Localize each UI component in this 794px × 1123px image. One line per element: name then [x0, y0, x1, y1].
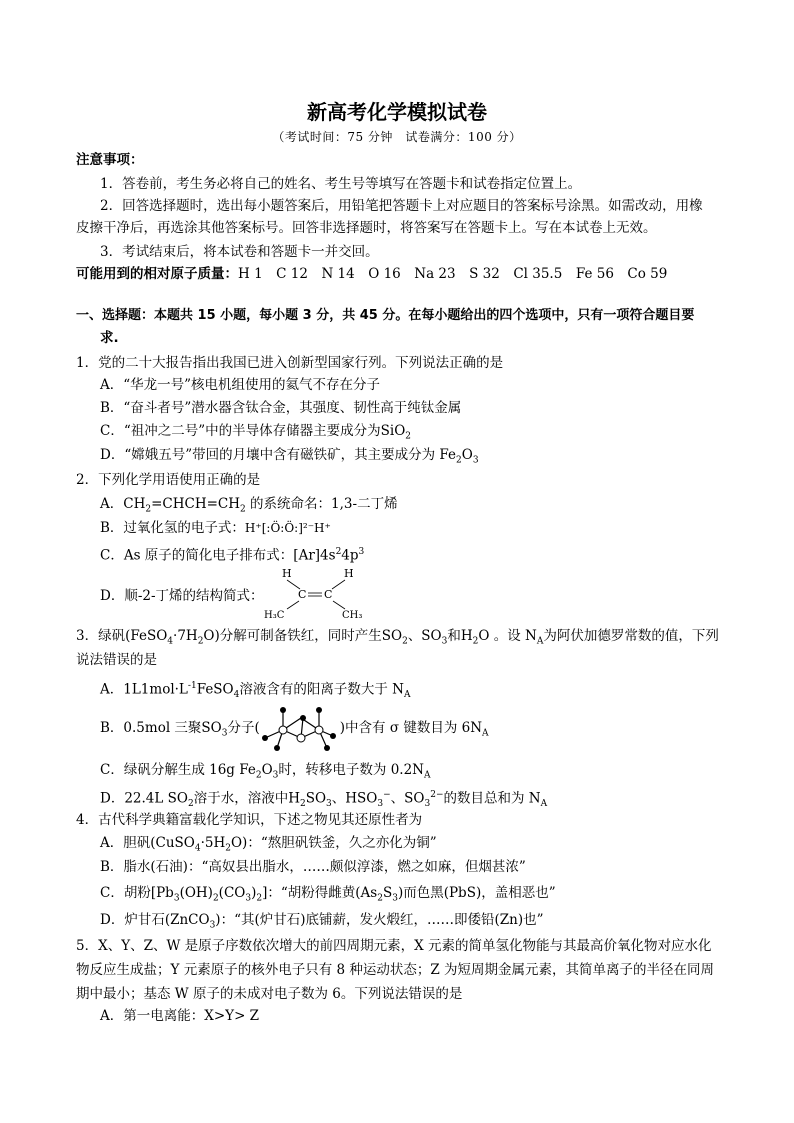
q3-d-sub1: 2 — [187, 799, 194, 810]
q3-d-sub5: 3 — [424, 799, 431, 810]
q3-s-post: O 。设 N — [478, 628, 537, 644]
q3-c-subA: A — [423, 770, 431, 781]
notice-heading: 注意事项： — [76, 152, 144, 168]
section1-line2: 求. — [100, 330, 119, 346]
q3-s-mid2: O)分解可制备铁红，同时产生SO — [203, 628, 403, 644]
q3-a-post: 溶液含有的阳离子数大于 N — [239, 681, 404, 698]
q2-option-b — [100, 518, 750, 538]
q1-d-sub2: 3 — [472, 455, 479, 466]
q3-option-b — [100, 718, 750, 744]
q3-d-pre: D．22.4L SO — [100, 790, 188, 807]
q3-a-subA: A — [403, 690, 411, 701]
q3-a-sub: 4 — [233, 690, 240, 701]
q1-option-c — [100, 421, 750, 447]
q3-s-pre: 3．绿矾(FeSO — [76, 628, 168, 644]
struct-c1: C — [298, 588, 307, 601]
notice-item-2b: 皮擦干净后，再选涂其他答案标号。回答非选择题时，将答案写在答题卡上。写在本试卷上无效。 — [76, 220, 657, 236]
q3-d-sup4: − — [383, 790, 391, 800]
q3-stem-1 — [76, 626, 726, 652]
q2-stem: 2．下列化学用语使用正确的是 — [76, 472, 261, 488]
q4-a-sub1: 4 — [194, 843, 201, 854]
q1-stem: 1．党的二十大报告指出我国已进入创新型国家行列。下列说法正确的是 — [76, 355, 504, 371]
section1-line1: 一、选择题：本题共 15 小题，每小题 3 分，共 45 分。在每小题给出的四个选项中，只有一项符合题目要 — [76, 308, 695, 323]
q3-option-c — [100, 760, 750, 786]
q3-d-mid4: 、SO — [390, 790, 425, 807]
q4-option-a — [100, 833, 750, 859]
q3-d-sub4: 3 — [377, 799, 384, 810]
q3-c-post: 时，转移电子数为 0.2N — [278, 762, 424, 778]
q1-c-sub: 2 — [405, 431, 411, 442]
q3-b-post: )中含有 σ 键数目为 6N — [339, 720, 483, 736]
q3-s-sub2: 2 — [197, 636, 204, 647]
q4-d-sub: 3 — [209, 920, 216, 931]
q1-option-a: A．“华龙一号”核电机组使用的氦气不存在分子 — [100, 377, 381, 393]
q1-d-mid: O — [461, 447, 473, 463]
q3-s-mid3: 、SO — [407, 628, 442, 644]
q3-s-subA: A — [536, 636, 544, 647]
q3-d-mid1: 溶于水，溶液中H — [193, 790, 300, 807]
q4-c-mid5: S — [382, 885, 393, 901]
q3-d-sup5: 2− — [430, 790, 444, 800]
notice-item-2a: 2．回答选择题时，选出每小题答案后，用铅笔把答题卡上对应题目的答案标号涂黑。如需改动，用橡 — [100, 198, 703, 214]
q3-s-end: 为阿伏加德罗常数的值，下列 — [543, 628, 719, 644]
q2-a-sub1: 2 — [145, 504, 152, 515]
struct-h1: H — [282, 567, 292, 580]
q3-b-pre: B．0.5mol 三聚SO — [100, 720, 222, 736]
q3-c-sub1: 2 — [255, 770, 262, 781]
q4-c-pre: C．胡粉[Pb — [100, 885, 174, 901]
struct-h2: H — [344, 567, 354, 580]
q2-c-mid: 4p — [341, 547, 359, 564]
q3-c-pre: C．绿矾分解生成 16g Fe — [100, 762, 256, 778]
q3-a-mid: FeSO — [196, 681, 234, 698]
notice-item-1: 1．答卷前，考生务必将自己的姓名、考生号等填写在答题卡和试卷指定位置上。 — [100, 176, 582, 192]
q1-c-text: C．“祖冲之二号”中的半导体存储器主要成分为SiO — [100, 423, 406, 439]
page-title: 新高考化学模拟试卷 — [307, 100, 487, 124]
q3-s-sub4: 3 — [441, 636, 448, 647]
q3-a-sup: -1 — [187, 681, 197, 691]
q3-s-sub1: 4 — [167, 636, 174, 647]
q4-stem: 4．古代科学典籍富载化学知识，下述之物见其还原性者为 — [76, 812, 423, 828]
q2-b-text: B．过氧化氢的电子式： — [100, 520, 245, 536]
q4-option-d — [100, 910, 750, 936]
q4-a-post: O)：“熬胆矾铁釜，久之亦化为铜” — [230, 835, 437, 851]
q5-line-3: 期中最小；基态 W 原子的未成对电子数为 6。下列说法错误的是 — [76, 986, 463, 1002]
q4-d-post: )：“其(炉甘石)底铺薪，发火煅红，……即倭铅(Zn)也” — [215, 912, 544, 928]
atomic-mass-line — [76, 264, 726, 284]
q3-option-a — [100, 676, 750, 705]
cis-2-butene-structure — [262, 565, 372, 621]
notice-item-3: 3．考试结束后，将本试卷和答题卡一并交回。 — [100, 244, 379, 260]
q3-d-post: 的数目总和为 N — [443, 790, 541, 807]
q3-s-mid4: 和H — [447, 628, 473, 644]
q2-option-c — [100, 542, 750, 566]
q4-c-mid3: ) — [251, 885, 257, 901]
q4-c-sub4: 2 — [256, 893, 263, 904]
q5-option-a: A．第一电离能：X>Y> Z — [100, 1008, 260, 1024]
q1-option-d — [100, 445, 750, 471]
q2-option-a — [100, 494, 750, 520]
q4-c-mid2: (CO — [218, 885, 246, 901]
q3-d-subA: A — [540, 799, 548, 810]
so3-trimer-structure — [257, 700, 341, 754]
q3-stem-2: 说法错误的是 — [76, 652, 157, 668]
q1-option-b: B．“奋斗者号”潜水器含钛合金，其强度、韧性高于纯钛金属 — [100, 400, 462, 416]
q4-c-sub5: 2 — [377, 893, 383, 904]
q4-c-sub6: 3 — [392, 893, 398, 904]
q4-a-mid: ·5H — [200, 835, 226, 851]
atomic-mass-label: 可能用到的相对原子质量： — [76, 266, 238, 282]
q3-d-sub3: 3 — [326, 799, 332, 810]
q4-c-post: )而色黑(PbS)，盖相恶也” — [397, 885, 556, 901]
q3-d-mid3: 、HSO — [331, 790, 378, 807]
q5-line-1: 5．X、Y、Z、W 是原子序数依次增大的前四周期元素，X 元素的简单氢化物能与其最高价氧化物对应水化 — [76, 938, 712, 954]
q4-c-mid4: ]：“胡粉得雌黄(As — [262, 885, 378, 901]
q2-c-sup1: 2 — [335, 547, 342, 557]
q4-c-sub2: 2 — [212, 893, 219, 904]
q1-d-sub1: 2 — [456, 455, 462, 466]
q2-c-pre: C．As 原子的简化电子排布式：[Ar]4s — [100, 547, 336, 564]
q4-d-pre: D．炉甘石(ZnCO — [100, 912, 210, 928]
q2-a-sub2: 2 — [240, 504, 246, 515]
q3-c-sub2: 3 — [272, 770, 279, 781]
q3-b-mid: 分子( — [227, 720, 260, 736]
q3-a-pre: A．1L1mol·L — [100, 681, 188, 698]
page-subtitle: （考试时间：75 分钟 试卷满分：100 分） — [272, 130, 522, 144]
q2-a-pre: A．CH — [100, 496, 146, 512]
q3-s-sub3: 2 — [402, 636, 408, 647]
q3-c-mid: O — [261, 762, 273, 778]
q3-b-subA: A — [482, 728, 489, 739]
q2-b-formula: H⁺[:Ö:Ö:]²⁻H⁺ — [244, 521, 331, 535]
atomic-mass-values: H 1 C 12 N 14 O 16 Na 23 S 32 Cl 35.5 Fe 56 Co 59 — [238, 266, 668, 282]
q4-option-b: B．脂水(石油)：“高奴县出脂水，……颇似淳漆，燃之如麻，但烟甚浓” — [100, 859, 526, 875]
q2-a-mid: =CHCH=CH — [151, 496, 241, 512]
q3-b-sub: 3 — [221, 728, 228, 739]
q4-a-pre: A．胆矾(CuSO — [100, 835, 195, 851]
q3-d-sub2: 2 — [299, 799, 306, 810]
q2-c-sup2: 3 — [358, 547, 365, 557]
q4-a-sub2: 2 — [225, 843, 231, 854]
q3-d-mid2: SO — [305, 790, 327, 807]
q5-line-2: 物反应生成盐；Y 元素原子的核外电子只有 8 种运动状态；Z 为短周期金属元素，其简单离子的半径在同周 — [76, 962, 715, 978]
struct-ch3-b: CH₃ — [342, 610, 363, 621]
q2-a-post: 的系统命名：1,3-二丁烯 — [245, 496, 398, 512]
q3-s-mid1: ·7H — [173, 628, 198, 644]
struct-c2: C — [324, 588, 333, 601]
q4-c-sub3: 3 — [245, 893, 252, 904]
q4-option-c — [100, 883, 750, 909]
struct-ch3-a: H₃C — [264, 610, 285, 621]
q4-c-mid1: (OH) — [179, 885, 213, 901]
q2-option-d: D．顺-2-丁烯的结构简式： — [100, 588, 264, 604]
q4-c-sub1: 3 — [173, 893, 180, 904]
q3-s-sub5: 2 — [472, 636, 479, 647]
q1-d-text: D．“嫦娥五号”带回的月壤中含有磁铁矿，其主要成分为 Fe — [100, 447, 457, 463]
